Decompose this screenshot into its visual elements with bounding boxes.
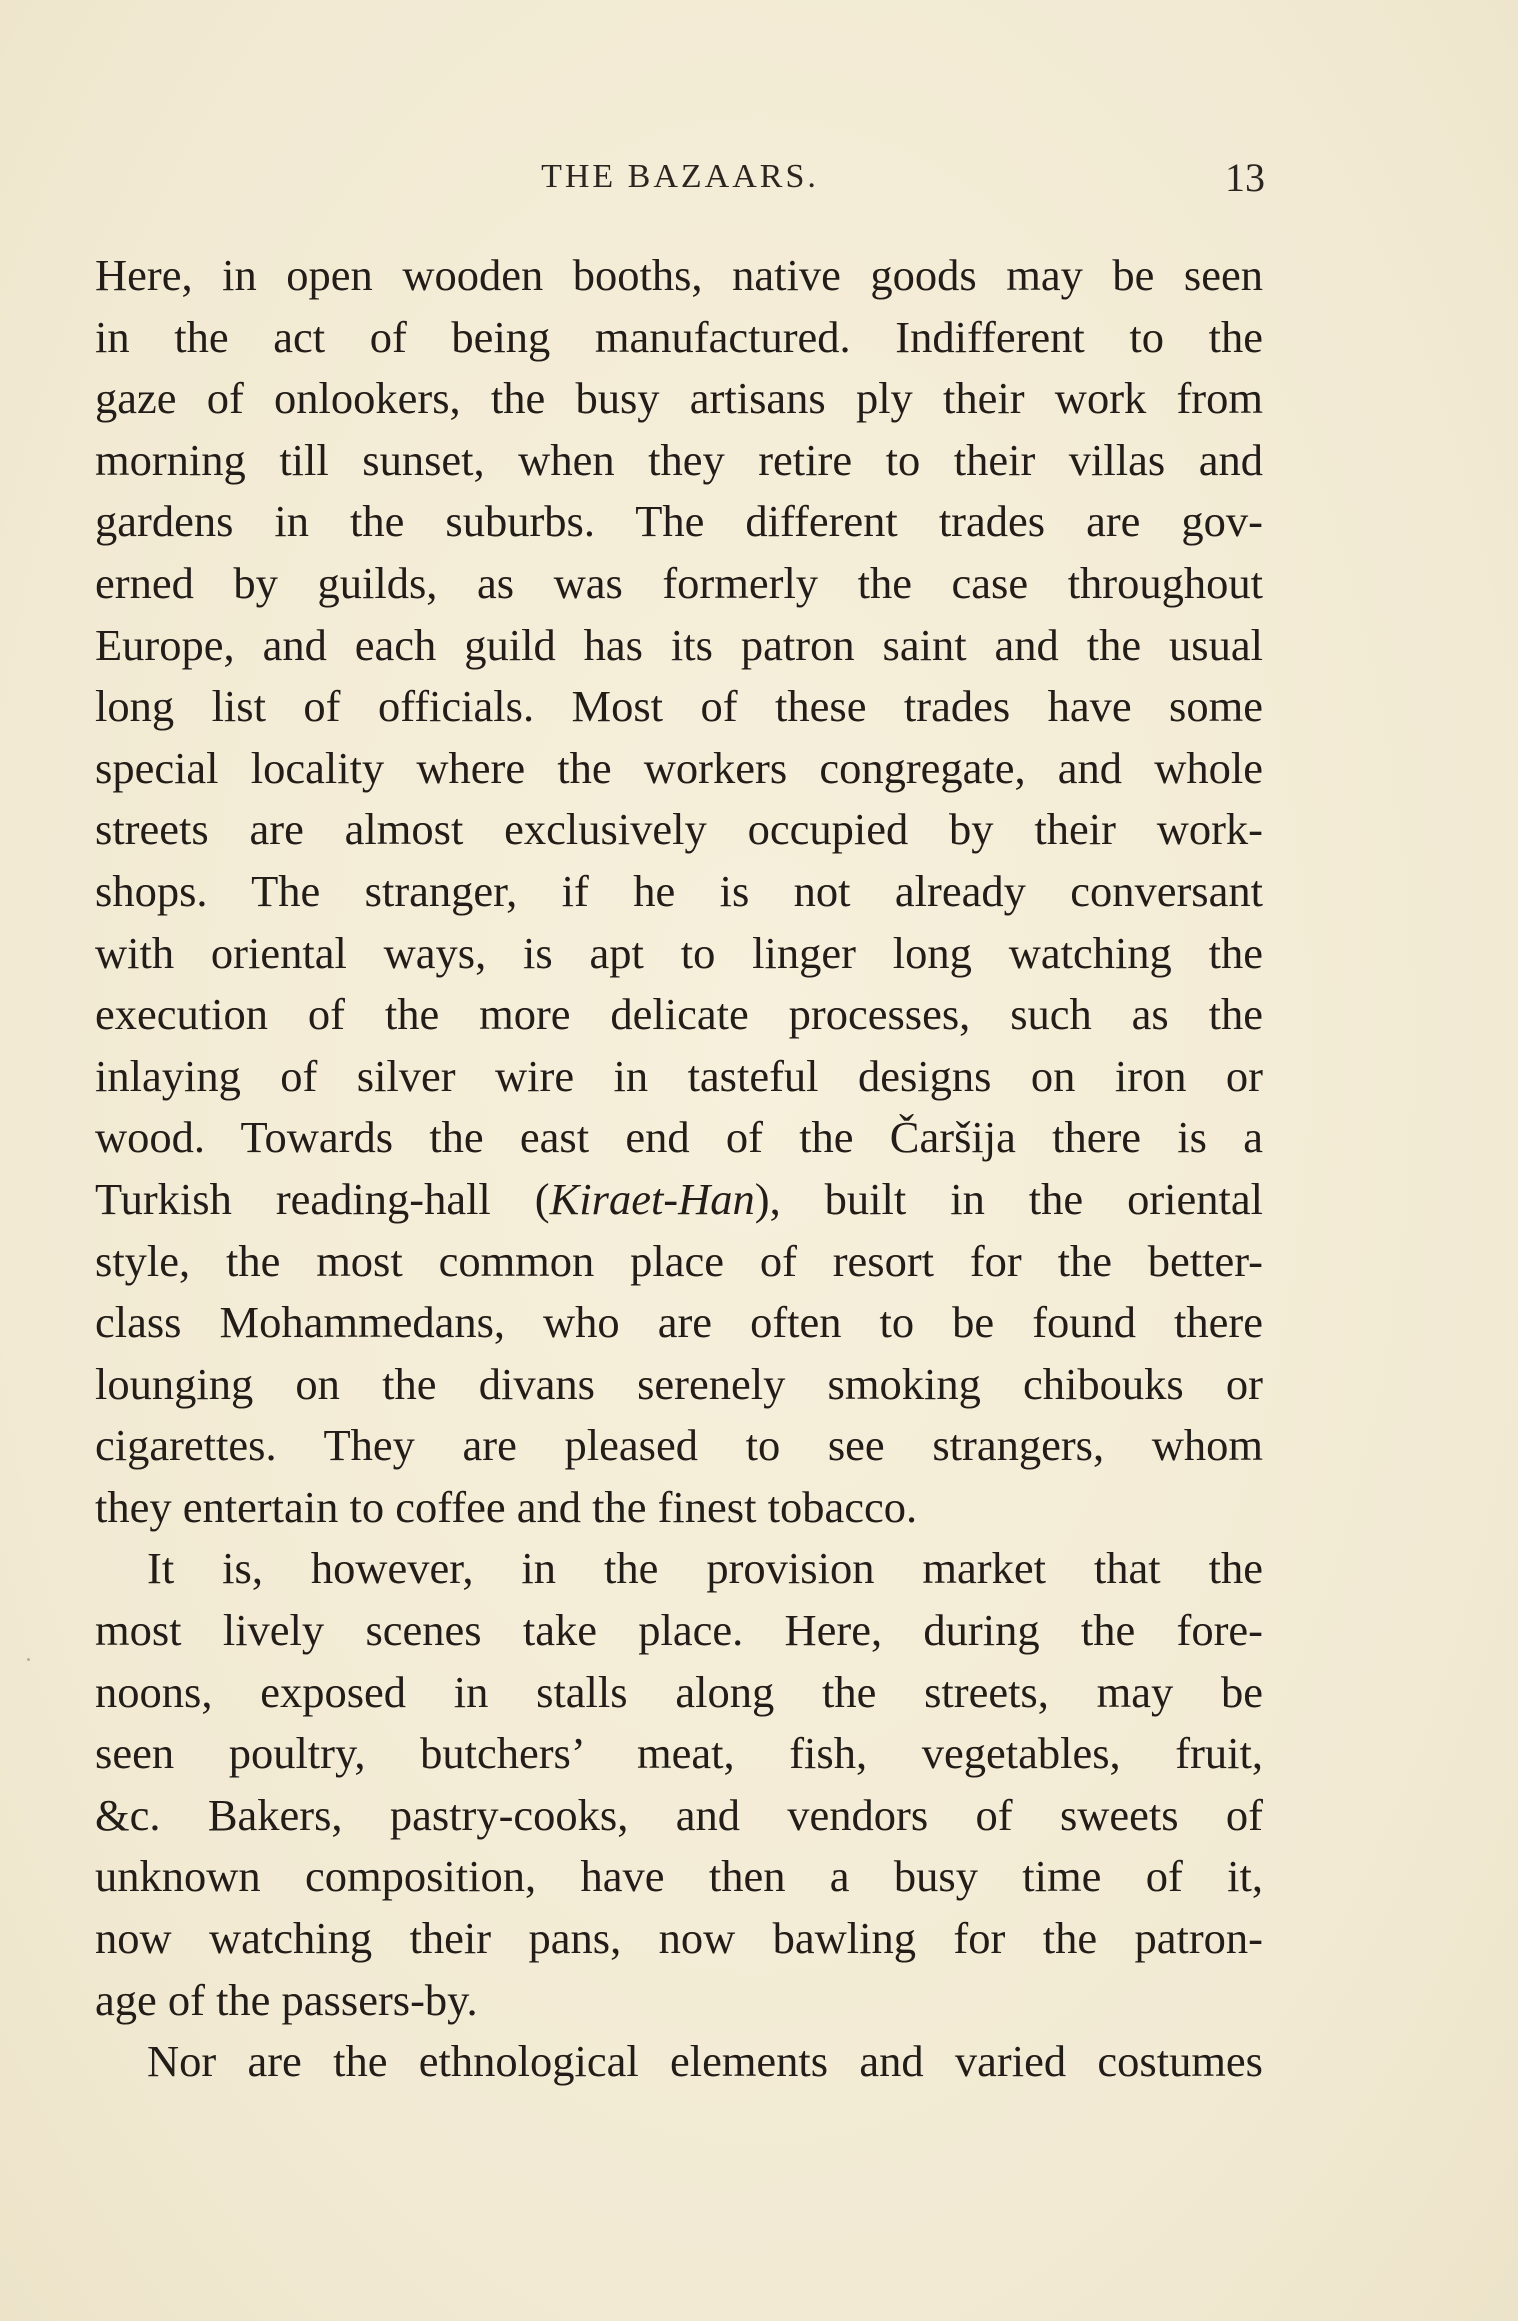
text-line: wood. Towards the east end of the Čaršija there is a [95, 1112, 1263, 1163]
text-line: cigarettes. They are pleased to see strangers, whom [95, 1420, 1263, 1471]
text-line: long list of officials. Most of these trades have some [95, 681, 1263, 732]
text-line: execution of the more delicate processes, such as the [95, 989, 1263, 1040]
paragraph-end-line: age of the passers-by. [95, 1974, 478, 2025]
paragraph-start-line: Nor are the ethnological elements and varied costumes [147, 2036, 1263, 2087]
paragraph-end-line: they entertain to coffee and the finest tobacco. [95, 1481, 918, 1532]
text-segment: Turkish reading-hall ( [95, 1173, 550, 1224]
italic-term: Kiraet-Han [549, 1173, 755, 1224]
text-line: most lively scenes take place. Here, during the fore- [95, 1605, 1263, 1656]
text-line: gardens in the suburbs. The different trades are gov- [95, 496, 1263, 547]
text-line: streets are almost exclusively occupied by their work- [95, 804, 1263, 855]
text-line: morning till sunset, when they retire to their villas and [95, 434, 1263, 485]
text-line: class Mohammedans, who are often to be found there [95, 1297, 1263, 1348]
text-line: erned by guilds, as was formerly the case throughout [95, 557, 1263, 608]
text-line-with-italic [95, 1169, 1263, 1231]
text-line: unknown composition, have then a busy time of it, [95, 1851, 1263, 1902]
running-head [95, 155, 1265, 208]
text-line: in the act of being manufactured. Indifferent to the [95, 311, 1263, 362]
text-line: shops. The stranger, if he is not already conversant [95, 865, 1263, 916]
text-line: &c. Bakers, pastry-cooks, and vendors of sweets of [95, 1789, 1263, 1840]
text-line: noons, exposed in stalls along the streets, may be [95, 1666, 1263, 1717]
running-title: THE BAZAARS. [541, 158, 819, 195]
text-line: gaze of onlookers, the busy artisans ply their work from [95, 373, 1263, 424]
text-line: inlaying of silver wire in tasteful designs on iron or [95, 1050, 1263, 1101]
page-number: 13 [1225, 155, 1265, 200]
text-line: Here, in open wooden booths, native goods may be seen [95, 250, 1263, 300]
body-text [95, 245, 1263, 2093]
text-line: Europe, and each guild has its patron saint and the usual [95, 619, 1263, 670]
paper-speck [27, 1658, 30, 1661]
text-segment: ), built in the oriental [754, 1173, 1263, 1224]
text-line: with oriental ways, is apt to linger long watching the [95, 927, 1263, 978]
text-line: special locality where the workers congregate, and whole [95, 742, 1263, 793]
text-line: lounging on the divans serenely smoking chibouks or [95, 1358, 1263, 1409]
text-line: style, the most common place of resort for the better- [95, 1235, 1263, 1286]
text-line: now watching their pans, now bawling for the patron- [95, 1913, 1263, 1964]
text-line: seen poultry, butchers’ meat, fish, vegetables, fruit, [95, 1728, 1263, 1779]
paragraph-start-line: It is, however, in the provision market that the [147, 1543, 1263, 1594]
